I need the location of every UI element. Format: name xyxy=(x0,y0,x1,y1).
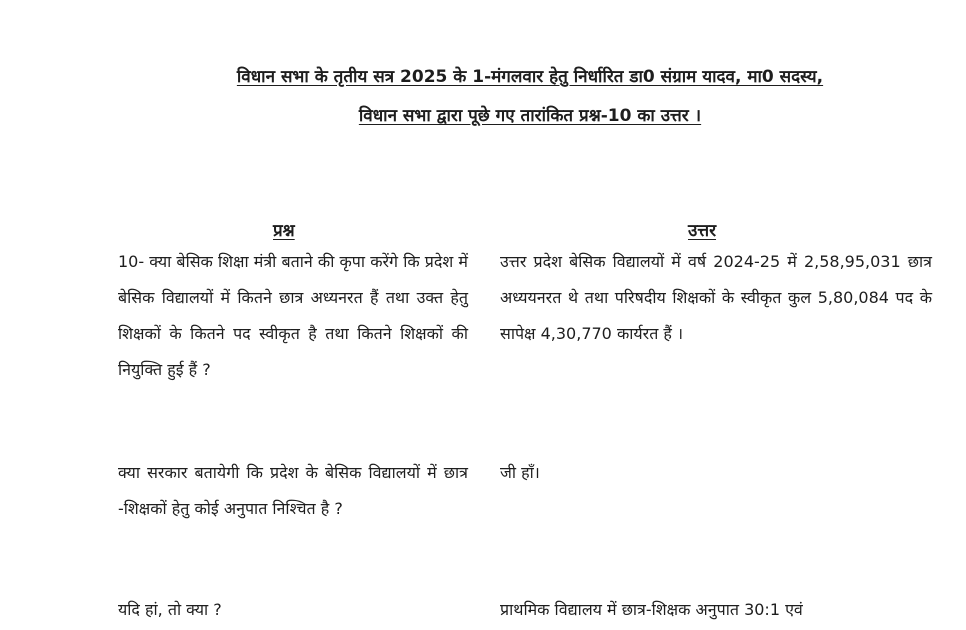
answer-if-yes-text: प्राथमिक विद्यालय में छात्र-शिक्षक अनुपात 30:1 एवं xyxy=(500,600,803,619)
document-title-line-1: विधान सभा के तृतीय सत्र 2025 के 1-मंगलवार हेतु निर्धारित डा0 संग्राम यादव, मा0 सदस्य, xyxy=(236,67,824,87)
answer-10-text: उत्तर प्रदेश बेसिक विद्यालयों में वर्ष 2024-25 में 2,58,95,031 छात्र अध्ययनरत थे तथा परिषदीय शिक्षकों के स्वीकृत कुल 5,80,084 पद के सापेक्ष 4,30,770 कार्यरत हैं । xyxy=(500,252,932,343)
question-column-header: प्रश्न xyxy=(273,221,295,241)
document-title-line-2: विधान सभा द्वारा पूछे गए तारांकित प्रश्न-10 का उत्तर । xyxy=(358,106,702,126)
answer-ratio-text: जी हाँ। xyxy=(500,463,540,482)
question-10-text: 10- क्या बेसिक शिक्षा मंत्री बताने की कृपा करेंगे कि प्रदेश में बेसिक विद्यालयों में कितने छात्र अध्यनरत हैं तथा उक्त हेतु शिक्षकों के कितने पद स्वीकृत है तथा कितने शिक्षकों की नियुक्ति हुई हैं ? xyxy=(118,252,468,379)
question-if-yes-text: यदि हां, तो क्या ? xyxy=(118,600,222,619)
answer-column-header: उत्तर xyxy=(688,221,717,241)
question-ratio-text: क्या सरकार बतायेगी कि प्रदेश के बेसिक विद्यालयों में छात्र -शिक्षकों हेतु कोई अनुपात निश्चित है ? xyxy=(118,463,468,518)
